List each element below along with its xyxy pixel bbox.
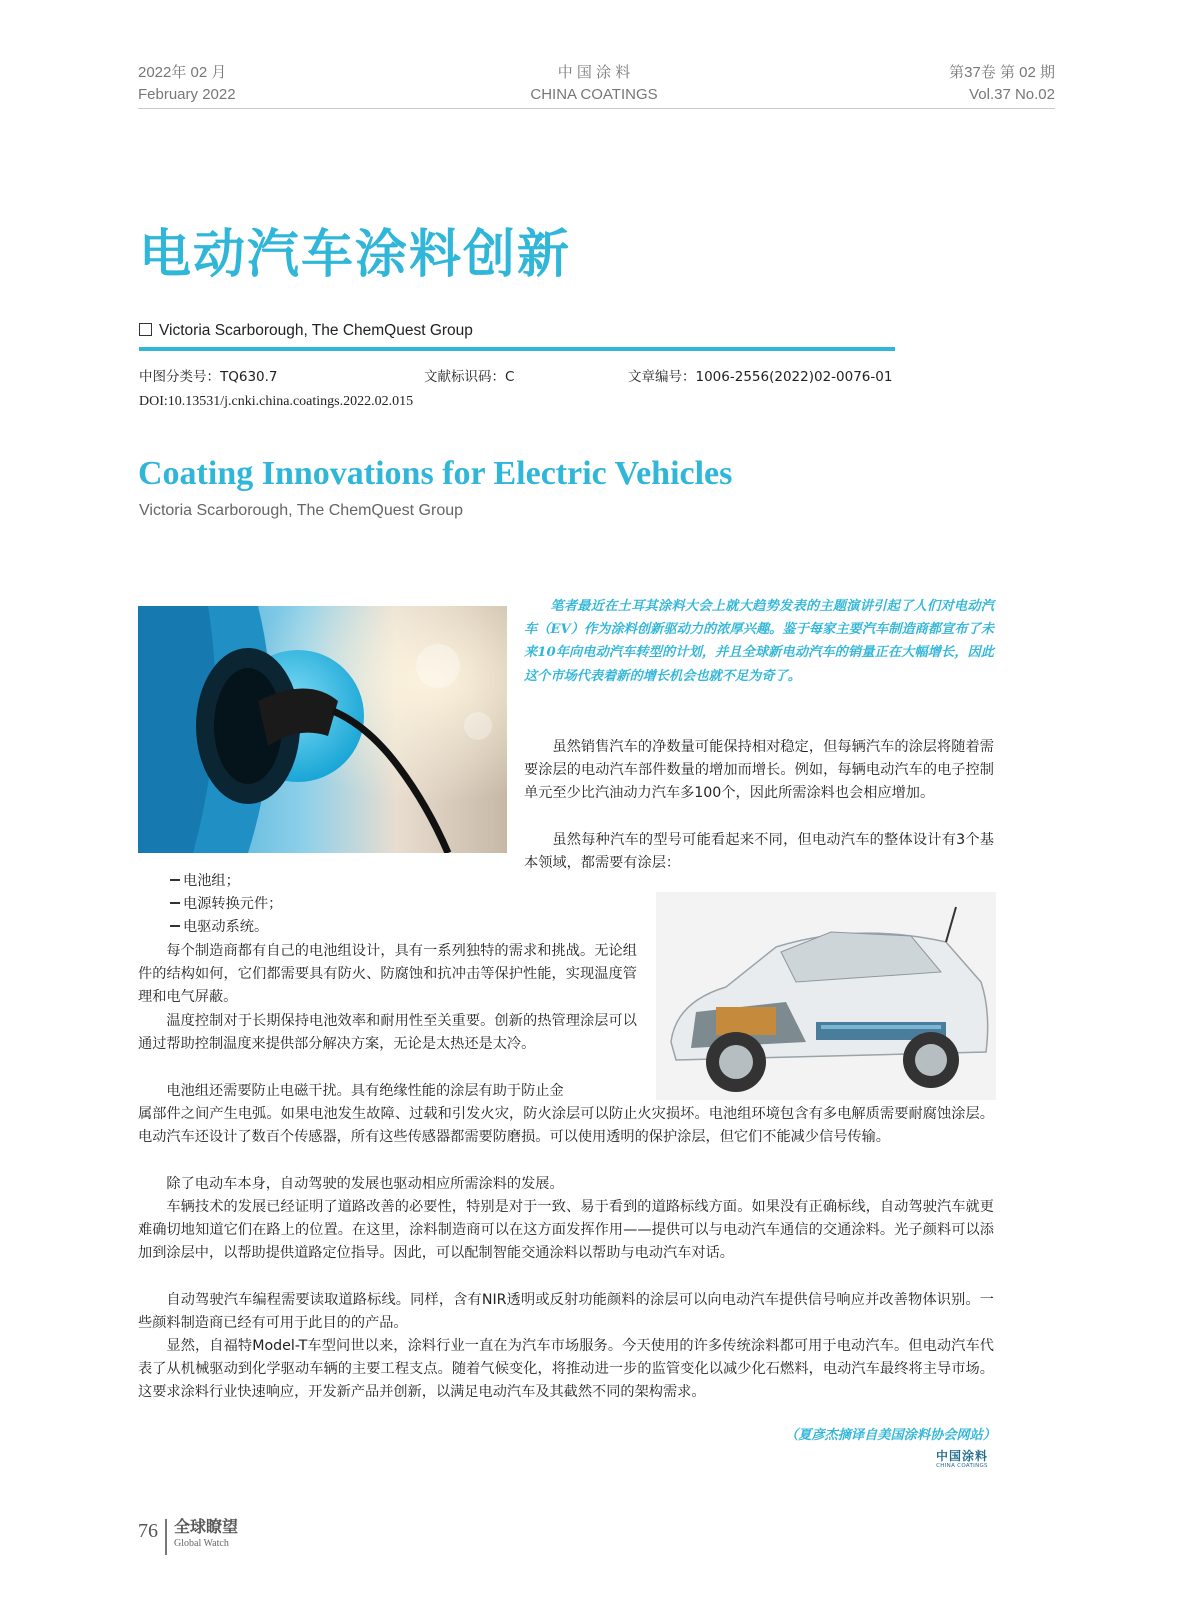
page-number: 76 [138,1520,158,1542]
paragraph-5-start: 电池组还需要防止电磁干扰。具有绝缘性能的涂层有助于防止金 [166,1083,564,1099]
bullet-text: 电源转换元件； [183,896,283,912]
header-journal-cn: 中 国 涂 料 [557,64,631,81]
header-date-cn: 2022年 02 月 [138,64,227,81]
dash-icon [170,902,180,904]
classification-number: 中图分类号：TQ630.7 [139,369,278,385]
bullet-item-electric-drive [170,916,268,939]
bullet-item-battery-pack [170,870,240,893]
source-note: （夏彦杰摘译自美国涂料协会网站） [785,1428,996,1443]
article-title-en: Coating Innovations for Electric Vehicles [138,455,733,492]
header-date-en: February 2022 [138,86,236,103]
ev-charging-photo [138,606,507,853]
author-text: Victoria Scarborough, The ChemQuest Group [159,322,473,339]
doi-text: DOI:10.13531/j.cnki.china.coatings.2022.02.015 [139,394,414,409]
paragraph-1: 虽然销售汽车的净数量可能保持相对稳定，但每辆汽车的涂层将随着需要涂层的电动汽车部件数量的增加而增长。例如，每辆电动汽车的电子控制单元至少比汽油动力汽车多100个，因此所需涂料也会相应增加。 [524,739,994,802]
header-divider [138,108,1055,109]
header-volume-en: Vol.37 No.02 [969,86,1055,103]
bullet-item-power-conversion [170,893,282,916]
footer-divider [165,1519,167,1555]
dash-icon [170,879,180,881]
paragraph-4: 温度控制对于长期保持电池效率和耐用性至关重要。创新的热管理涂层可以通过帮助控制温度来提供部分解决方案，无论是太热还是太冷。 [138,1013,637,1053]
column-title-en: Global Watch [174,1538,229,1549]
paragraph-6: 除了电动车本身，自动驾驶的发展也驱动相应所需涂料的发展。 [166,1176,564,1192]
paragraph-2: 虽然每种汽车的型号可能看起来不同，但电动汽车的整体设计有3个基本领域，都需要有涂层： [524,832,994,872]
header-journal-en: CHINA COATINGS [530,86,658,103]
header-volume-cn: 第37卷 第 02 期 [949,64,1055,81]
bullet-text: 电池组； [183,873,240,889]
header-date [138,62,236,106]
bullet-text: 电驱动系统。 [183,919,269,935]
header-volume [949,62,1055,106]
title-rule [139,347,895,351]
paragraph-5-continued: 属部件之间产生电弧。如果电池发生故障、过载和引发火灾，防火涂层可以防止火灾损坏。电池组环境包含有多电解质需要耐腐蚀涂层。电动汽车还设计了数百个传感器，所有这些传感器都需要防磨损。可以使用透明的保护涂层，但它们不能减少信号传输。 [138,1106,994,1146]
column-title-cn: 全球瞭望 [174,1517,239,1536]
header-journal [494,62,694,106]
article-title-cn: 电动汽车涂料创新 [139,225,572,285]
abstract: 笔者最近在土耳其涂料大会上就大趋势发表的主题演讲引起了人们对电动汽车（EV）作为涂料创新驱动力的浓厚兴趣。鉴于每家主要汽车制造商都宣布了未来10年向电动汽车转型的计划，并且全球新电动汽车的销量正在大幅增长，因此这个市场代表着新的增长机会也就不足为奇了。 [524,599,994,684]
ev-cutaway-photo [656,892,996,1100]
author-line [139,322,473,340]
paragraph-7: 车辆技术的发展已经证明了道路改善的必要性，特别是对于一致、易于看到的道路标线方面。如果没有正确标线，自动驾驶汽车就更难确切地知道它们在路上的位置。在这里，涂料制造商可以在这方面发挥作用——提供可以与电动汽车通信的交通涂料。光子颜料可以添加到涂层中，以帮助提供道路定位指导。因此，可以配制智能交通涂料以帮助与电动汽车对话。 [138,1199,994,1262]
paragraph-3: 每个制造商都有自己的电池组设计，具有一系列独特的需求和挑战。无论组件的结构如何，它们都需要具有防火、防腐蚀和抗冲击等保护性能，实现温度管理和电气屏蔽。 [138,943,637,1006]
logo-cn: 中国涂料 [936,1449,989,1463]
paragraph-9: 显然，自福特Model-T车型问世以来，涂料行业一直在为汽车市场服务。今天使用的许多传统涂料都可用于电动汽车。但电动汽车代表了从机械驱动到化学驱动车辆的主要工程支点。随着气候变化，将推动进一步的监管变化以减少化石燃料，电动汽车最终将主导市场。这要求涂料行业快速响应，开发新产品并创新，以满足电动汽车及其截然不同的架构需求。 [138,1338,994,1401]
dash-icon [170,925,180,927]
author-square-icon [139,323,152,336]
document-code: 文献标识码：C [424,369,515,385]
article-number: 文章编号：1006-2556(2022)02-0076-01 [628,369,893,385]
paragraph-8: 自动驾驶汽车编程需要读取道路标线。同样，含有NIR透明或反射功能颜料的涂层可以向电动汽车提供信号响应并改善物体识别。一些颜料制造商已经有可用于此目的的产品。 [138,1292,994,1332]
author-en: Victoria Scarborough, The ChemQuest Group [139,502,464,519]
logo-en: CHINA COATINGS [936,1463,988,1469]
china-coatings-logo [936,1449,988,1470]
